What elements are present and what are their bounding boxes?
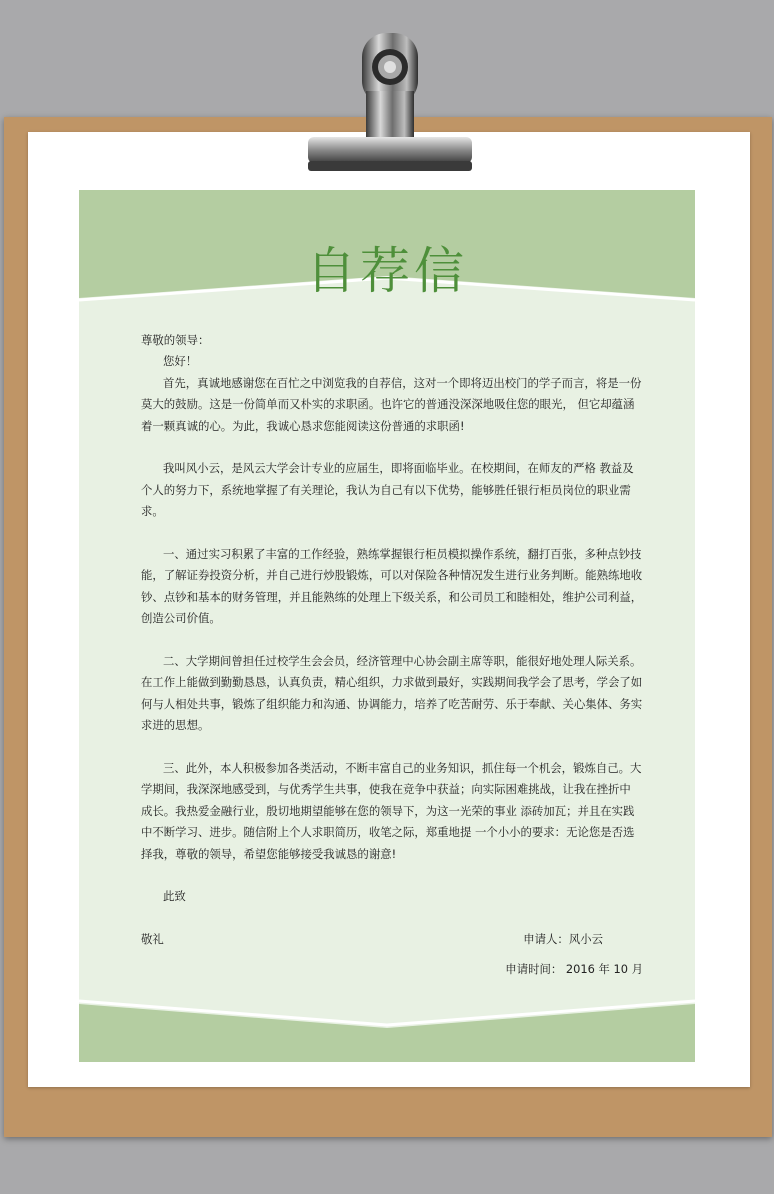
paragraph-point-3: 三、此外，本人积极参加各类活动，不断丰富自己的业务知识，抓住每一个机会，锻炼自己。大学期间，我深深地感受到，与优秀学生共事，使我在竞争中获益；向实际困难挑战，让我在挫折中 成长。我热爱金融行业，殷切地期望能够在您的领导下，为这一光荣的事业 添砖加瓦；并且在实践中不断学习、进步。随信附上个人求职简历，收笔之际，郑重地提 一个小小的要求：无论您是否选择我，尊敬的领导，希望您能够接受我诚恳的谢意!: [141, 761, 642, 861]
application-date: 申请时间： 2016 年 10 月: [505, 961, 643, 976]
paragraph-point-2: 二、大学期间曾担任过校学生会会员，经济管理中心协会副主席等职，能很好地处理人际关系。在工作上能做到勤勤恳恳，认真负责，精心组织，力求做到最好，实践期间我学会了思考，学会了如何与人相处共事，锻炼了组织能力和沟通、协调能力，培养了吃苦耐劳、乐于奉献、关心集体、务实求进的思想。: [141, 654, 643, 733]
letter-title: 自荐信: [306, 242, 468, 300]
regards: 敬礼: [141, 932, 164, 947]
paragraph-intro: 首先，真诚地感谢您在百忙之中浏览我的自荐信，这对一个即将迈出校门的学子而言，将是一份莫大的鼓励。这是一份简单而又朴实的求职函。也许它的普通没深深地吸住您的眼光， 但它却蕴涵着一颗真诚的心。为此，我诚心恳求您能阅读这份普通的求职函!: [141, 375, 642, 433]
greeting: 您好！: [163, 354, 198, 369]
paragraph-point-1: 一、通过实习积累了丰富的工作经验，熟练掌握银行柜员模拟操作系统，翻打百张，多种点钞技能，了解证券投资分析，并自己进行炒股锻炼，可以对保险各种情况发生进行业务判断。能熟练地收钞、点钞和基本的财务管理，并且能熟练的处理上下级关系，和公司员工和睦相处，维护公司利益，创造公司价值。: [141, 547, 643, 626]
salutation: 尊敬的领导：: [141, 333, 210, 347]
letter-body: [141, 330, 643, 980]
closing: 此致: [163, 889, 186, 904]
letter: [79, 190, 695, 1062]
binder-clip-icon: [300, 25, 480, 180]
applicant-name: 申请人：风小云: [523, 932, 603, 947]
paragraph-self-intro: 我叫风小云，是风云大学会计专业的应届生，即将面临毕业。在校期间，在师友的严格 教益及个人的努力下，系统地掌握了有关理论，我认为自己有以下优势，能够胜任银行柜员岗位的职业需求。: [141, 461, 634, 519]
